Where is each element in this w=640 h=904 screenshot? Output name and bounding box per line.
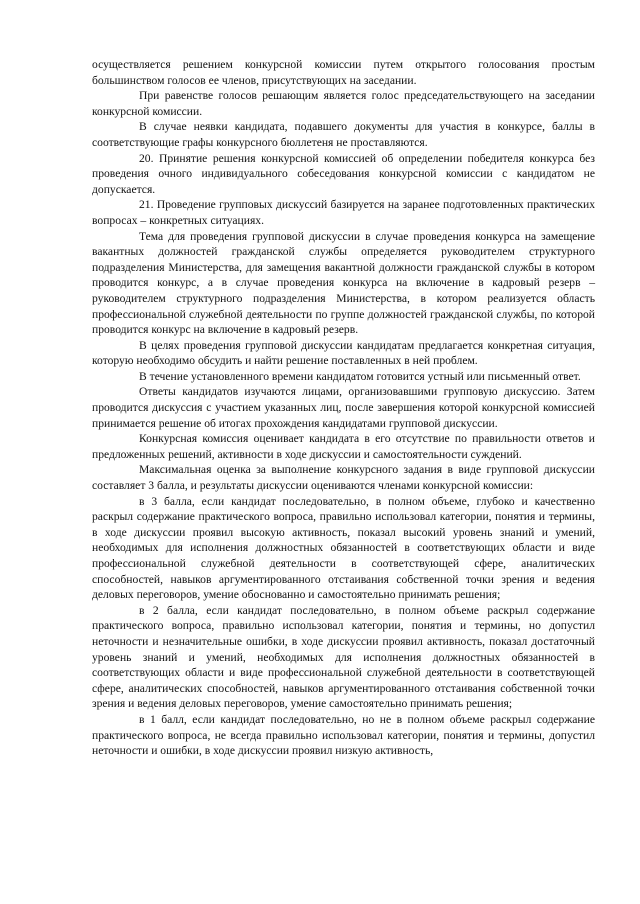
paragraph: В целях проведения групповой дискуссии кандидатам предлагается конкретная ситуация, которую необходимо обсудить и найти решение поставленных в ней проблем. bbox=[92, 338, 595, 368]
paragraph: осуществляется решением конкурсной комиссии путем открытого голосования простым большинством голосов ее членов, присутствующих на заседании. bbox=[92, 58, 595, 87]
paragraph: 21. Проведение групповых дискуссий базируется на заранее подготовленных практических вопросах – конкретных ситуациях. bbox=[92, 198, 595, 227]
paragraph: в 2 балла, если кандидат последовательно, в полном объеме раскрыл содержание практического вопроса, правильно использовал категории, понятия и термины, но допустил неточности и незначительные ошибки, в ходе дискуссии проявил активность, показал достаточный уровень знаний и умений, необходимых для исполнения должностных обязанностей в соответствующих области и виде профессиональной служебной деятельности в соответствующей сфере, аналитических способностей, навыков аргументированного отстаивания собственной точки зрения и ведения деловых переговоров, умение самостоятельно принимать решения; bbox=[92, 603, 595, 711]
paragraph: Максимальная оценка за выполнение конкурсного задания в виде групповой дискуссии составляет 3 балла, и результаты дискуссии оцениваются членами конкурсной комиссии: bbox=[92, 463, 595, 493]
paragraph: Ответы кандидатов изучаются лицами, организовавшими групповую дискуссию. Затем проводится дискуссия с участием указанных лиц, после завершения которой конкурсной комиссией принимается решение об итогах прохождения кандидатами групповой дискуссии. bbox=[92, 385, 595, 430]
paragraph: в 1 балл, если кандидат последовательно, но не в полном объеме раскрыл содержание практического вопроса, не всегда правильно использовал категории, понятия и термины, допустил неточности и ошибки, в ходе дискуссии проявил низкую активность, bbox=[92, 712, 595, 758]
paragraph: в 3 балла, если кандидат последовательно, в полном объеме, глубоко и качественно раскрыл содержание практического вопроса, правильно использовал категории, понятия и термины, в ходе дискуссии проявил высокую активность, показал высокий уровень знаний и умений, необходимых для исполнения должностных обязанностей в соответствующих области и виде профессиональной служебной деятельности в соответствующей сфере, аналитических способностей, навыков аргументированного отстаивания собственной точки зрения и ведения деловых переговоров, умение обоснованно и самостоятельно принимать решения; bbox=[92, 494, 595, 602]
paragraph: Конкурсная комиссия оценивает кандидата в его отсутствие по правильности ответов и предложенных решений, активности в ходе дискуссии и самостоятельности суждений. bbox=[92, 432, 595, 461]
paragraph: В течение установленного времени кандидатом готовится устный или письменный ответ. bbox=[139, 369, 581, 383]
paragraph: 20. Принятие решения конкурсной комиссией об определении победителя конкурса без проведения очного индивидуального собеседования конкурсной комиссии с кандидатом не допускается. bbox=[92, 151, 595, 196]
document-body bbox=[92, 57, 595, 759]
paragraph: При равенстве голосов решающим является голос председательствующего на заседании конкурсной комиссии. bbox=[92, 89, 595, 118]
paragraph: В случае неявки кандидата, подавшего документы для участия в конкурсе, баллы в соответствующие графы конкурсного бюллетеня не проставляются. bbox=[92, 120, 595, 149]
paragraph: Тема для проведения групповой дискуссии в случае проведения конкурса на замещение вакантных должностей гражданской службы определяется руководителем структурного подразделения Министерства, для замещения вакантной должности гражданской службы в котором проводится конкурс, а в случае проведения конкурса на включение в кадровый резерв – руководителем структурного подразделения Министерства, в котором реализуется область профессиональной служебной деятельности по группе должностей гражданской службы, по которой проводится конкурс на включение в кадровый резерв. bbox=[92, 229, 595, 337]
